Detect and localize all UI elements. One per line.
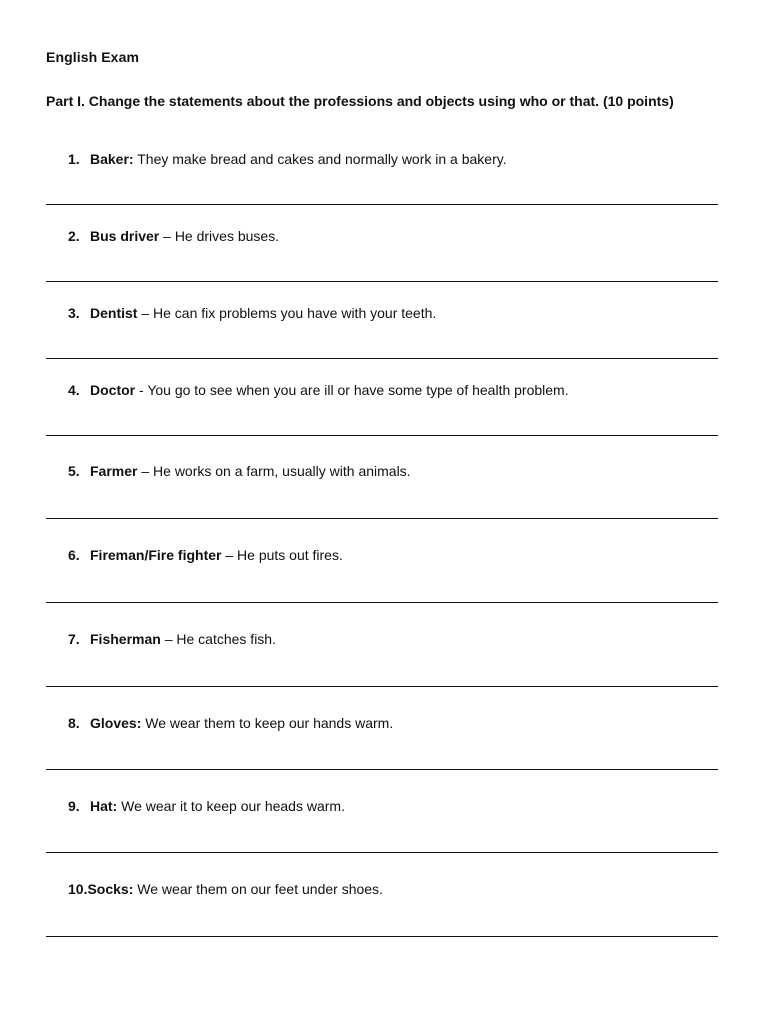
answer-line-8[interactable] xyxy=(46,769,718,770)
question-number: 2. xyxy=(68,228,80,244)
question-number: 10. xyxy=(68,881,88,897)
question-item-5 xyxy=(68,463,411,479)
question-term: Socks: xyxy=(87,881,134,897)
question-item-6 xyxy=(68,547,343,563)
question-number: 9. xyxy=(68,798,80,814)
question-item-8 xyxy=(68,715,393,731)
part-one-instructions: Part I. Change the statements about the professions and objects using who or that. (10 points) xyxy=(46,93,674,109)
answer-line-4[interactable] xyxy=(46,435,718,436)
question-statement: – He can fix problems you have with your teeth. xyxy=(137,305,437,321)
question-term: Farmer xyxy=(90,463,138,479)
question-number: 8. xyxy=(68,715,80,731)
question-number: 7. xyxy=(68,631,80,647)
question-statement: They make bread and cakes and normally work in a bakery. xyxy=(133,151,507,167)
question-statement: We wear them on our feet under shoes. xyxy=(133,881,383,897)
question-number: 5. xyxy=(68,463,80,479)
question-statement: – He works on a farm, usually with animals. xyxy=(137,463,411,479)
question-item-9 xyxy=(68,798,345,814)
question-number: 1. xyxy=(68,151,80,167)
answer-line-2[interactable] xyxy=(46,281,718,282)
question-number: 3. xyxy=(68,305,80,321)
question-statement: – He catches fish. xyxy=(160,631,276,647)
question-term: Doctor xyxy=(90,382,136,398)
answer-line-5[interactable] xyxy=(46,518,718,519)
question-item-4 xyxy=(68,382,569,398)
answer-line-6[interactable] xyxy=(46,602,718,603)
question-term: Bus driver xyxy=(90,228,160,244)
question-term: Gloves: xyxy=(90,715,142,731)
answer-line-10[interactable] xyxy=(46,936,718,937)
question-item-7 xyxy=(68,631,276,647)
question-number: 4. xyxy=(68,382,80,398)
question-statement: – He drives buses. xyxy=(159,228,280,244)
question-number: 6. xyxy=(68,547,80,563)
question-term: Hat: xyxy=(90,798,118,814)
question-statement: We wear it to keep our heads warm. xyxy=(117,798,345,814)
question-item-2 xyxy=(68,228,279,244)
question-term: Fisherman xyxy=(90,631,161,647)
answer-line-9[interactable] xyxy=(46,852,718,853)
answer-line-3[interactable] xyxy=(46,358,718,359)
question-term: Dentist xyxy=(90,305,138,321)
question-statement: We wear them to keep our hands warm. xyxy=(141,715,394,731)
question-term: Baker: xyxy=(90,151,134,167)
answer-line-7[interactable] xyxy=(46,686,718,687)
question-item-3 xyxy=(68,305,436,321)
answer-line-1[interactable] xyxy=(46,204,718,205)
question-item-1 xyxy=(68,151,507,167)
question-item-10 xyxy=(68,881,383,897)
question-statement: – He puts out fires. xyxy=(221,547,343,563)
document-title: English Exam xyxy=(46,49,140,65)
question-term: Fireman/Fire fighter xyxy=(90,547,222,563)
question-statement: - You go to see when you are ill or have some type of health problem. xyxy=(135,382,569,398)
